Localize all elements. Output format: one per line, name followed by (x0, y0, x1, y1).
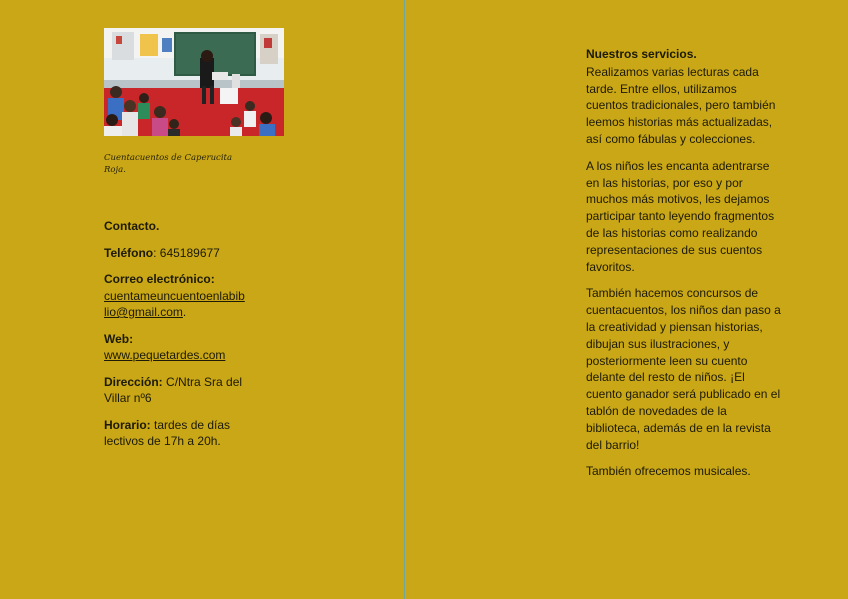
services-paragraph: También hacemos concursos de cuentacuentos, los niños dan paso a la creatividad y piensan historias, dibujan sus ilustraciones, y posteriormente leen su cuento delante del resto de niños. ¡El cuento ganador será publicado en el tablón de novedades de la biblioteca, además de en la revista del barrio! (586, 286, 781, 452)
phone-value: : 645189677 (153, 245, 220, 260)
email-link-part2[interactable]: lio@gmail.com (104, 305, 183, 319)
page-fold-line (404, 0, 405, 599)
services-title: Nuestros servicios. (586, 47, 697, 61)
services-paragraph: Realizamos varias lecturas cada tarde. Entre ellos, utilizamos cuentos tradicionales, pero también leemos historias más actualizadas, así como fábulas y colecciones. (586, 64, 776, 146)
address-label: Dirección: (104, 374, 163, 389)
contact-heading: Contacto. (104, 219, 160, 233)
web-label: Web: (104, 331, 134, 346)
email-label: Correo electrónico: (104, 272, 215, 286)
hours-value: tardes de días lectivos de 17h a 20h. (104, 417, 231, 448)
address-line (104, 374, 254, 407)
phone-label: Teléfono (104, 245, 154, 260)
email-link-part1[interactable]: cuentameuncuentoenlabib (104, 288, 245, 303)
phone-line (104, 245, 254, 262)
email-line (104, 271, 254, 321)
address-value: C/Ntra Sra del Villar nº6 (104, 374, 243, 405)
email-suffix: . (182, 305, 187, 319)
contact-section (104, 218, 254, 460)
hours-line (104, 417, 254, 450)
services-paragraph: A los niños les encanta adentrarse en las historias, por eso y por muchos más motivos, les dejamos participar tanto leyendo fragmentos de las historias como realizando representaciones de sus cuentos favoritos. (586, 158, 775, 274)
storytelling-photo (104, 28, 284, 136)
photo-caption: Cuentacuentos de Caperucita Roja. (104, 153, 233, 175)
hours-label: Horario: (104, 417, 151, 432)
web-link[interactable]: www.pequetardes.com (104, 348, 226, 362)
web-line (104, 331, 254, 364)
services-section (586, 46, 781, 490)
services-paragraph: También ofrecemos musicales. (586, 464, 751, 479)
